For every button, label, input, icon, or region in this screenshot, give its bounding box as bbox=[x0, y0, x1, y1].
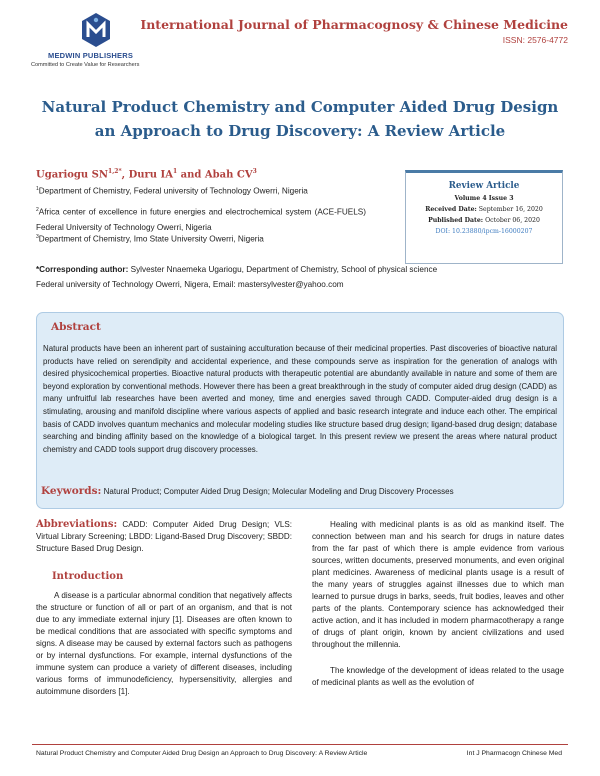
article-info-box bbox=[405, 170, 563, 264]
abstract-text: Natural products have been an inherent part of sustaining acculturation because of their medicinal properties. Past discoveries of bioactive natural products have relied on serendipity and accidental experience, and these compounds serve as inspiration for the generation of analogs with desired physicochemical properties. Bioactive natural products with therapeutic potential are abundantly available in nature and some of them are beyond exploration by conventional methods. However there has been a great breakthrough in the study of computer aided drug design (CADD) as many unfruitful lab researches have been averted and money, time and energies saved through CADD. Computer-aided drug design is a stimulating, arousing and manifold discipline where various aspects of applied and basic research integrate and induce each other. The empirical basis of CADD involves quantum mechanics and molecular modeling studies like structure based drug design; ligand-based drug design; database searching and binding affinity based on the knowledge of a biological target. In this present review we present the areas where natural product chemistry and CADD tools support drug discovery processes. bbox=[43, 344, 557, 454]
volume-issue: Volume 4 Issue 3 bbox=[454, 195, 514, 202]
introduction-paragraph: A disease is a particular abnormal condition that negatively affects the structure or function of all or part of an organism, and that is not due to any immediate external injury [1]. Diseases are often known to be medical conditions that are associated with specific symptoms and signs. A disease may be caused by external factors such as pathogens or by internal dysfunctions. For example, internal dysfunctions of the immune system can produce a variety of different diseases, including various forms of immunodeficiency, hypersensitivity, allergies and autoimmune disorders [1]. bbox=[36, 591, 292, 696]
author-affil-mark: 1 bbox=[173, 168, 178, 175]
received-date: Received Date: September 16, 2020 bbox=[425, 206, 543, 213]
footer-journal-abbrev: Int J Pharmacogn Chinese Med bbox=[466, 750, 562, 757]
article-type: Review Article bbox=[448, 181, 520, 191]
published-date: Published Date: October 06, 2020 bbox=[428, 217, 540, 224]
abstract-box bbox=[36, 312, 564, 509]
body-right-column bbox=[312, 519, 564, 689]
corresponding-author bbox=[36, 262, 456, 292]
body-paragraph: Healing with medicinal plants is as old as mankind itself. The connection between man and his search for drugs in nature dates from the far past of which there is ample evidence from various sources, written documents, preserved monuments, and even original plant medicines. Awareness of medicinal plants usage is a result of the many years of struggles against illnesses due to which man learned to pursue drugs in barks, seeds, fruit bodies, leaves and other parts of the plants. Contemporary science has acknowledged their active action, and it has included in modern pharmacotherapy a range of drugs of plant origin, known by ancient civilizations and used throughout the millennia. bbox=[312, 520, 564, 649]
abbreviations-text: CADD: Computer Aided Drug Design; VLS: Virtual Library Screening; LBDD: Ligand-Based Drug Discovery; SBDD: Structure Based Drug Design. bbox=[36, 520, 293, 553]
journal-issn: ISSN: 2576-4772 bbox=[502, 35, 568, 45]
journal-title: International Journal of Pharmacognosy & Chinese Medicine bbox=[140, 17, 568, 32]
author-affil-mark: 3 bbox=[252, 168, 257, 175]
footer-running-title: Natural Product Chemistry and Computer Aided Drug Design an Approach to Drug Discovery: A Review Article bbox=[36, 750, 368, 757]
affiliation-text: Department of Chemistry, Federal university of Technology Owerri, Nigeria bbox=[38, 186, 308, 196]
affiliation-1 bbox=[36, 186, 366, 196]
body-left-column bbox=[36, 519, 292, 698]
body-paragraph: The knowledge of the development of ideas related to the usage of medicinal plants as well as the evolution of bbox=[312, 666, 564, 687]
abbreviations bbox=[36, 519, 292, 555]
footer-divider bbox=[32, 744, 568, 745]
abbreviations-label: Abbreviations: bbox=[36, 519, 118, 530]
publisher-logo bbox=[28, 8, 158, 70]
author-list bbox=[36, 168, 257, 180]
affiliation-2 bbox=[36, 203, 366, 235]
medwin-logo-icon bbox=[80, 12, 112, 48]
affiliation-mark: 1 bbox=[36, 186, 39, 192]
affiliation-mark: 2 bbox=[36, 207, 39, 213]
affiliation-text: Department of Chemistry, Imo State University Owerri, Nigeria bbox=[38, 234, 264, 244]
affiliation-text: Africa center of excellence in future energies and electrochemical system (ACE-FUELS) Federal University of Technology Owerri, Nigeria bbox=[36, 207, 366, 232]
introduction-heading: Introduction bbox=[52, 571, 124, 582]
abstract-heading: Abstract bbox=[51, 321, 101, 333]
author-name: Duru IA bbox=[128, 169, 173, 181]
article-title: Natural Product Chemistry and Computer Aided Drug Design an Approach to Drug Discovery: A Review Article bbox=[41, 98, 559, 140]
corresponding-label: *Corresponding author: bbox=[36, 265, 129, 274]
author-separator: , bbox=[121, 169, 129, 181]
author-name: Ugariogu SN bbox=[36, 169, 109, 181]
affiliation-mark: 3 bbox=[36, 234, 39, 240]
keywords-label: Keywords: bbox=[41, 485, 102, 497]
publisher-name: MEDWIN PUBLISHERS bbox=[48, 51, 134, 60]
corresponding-text: Sylvester Nnaemeka Ugariogu, Department of Chemistry, School of physical science Federal university of Technology Owerri, Nigera, Email: mastersylvester@yahoo.com bbox=[36, 265, 438, 289]
keywords-text: Natural Product; Computer Aided Drug Design; Molecular Modeling and Drug Discovery Processes bbox=[103, 487, 454, 496]
affiliation-3 bbox=[36, 234, 366, 244]
keywords bbox=[41, 485, 454, 497]
author-separator: and bbox=[177, 169, 205, 181]
doi-link[interactable]: DOI: 10.23880/ipcm-16000207 bbox=[435, 228, 533, 235]
author-name: Abah CV bbox=[204, 169, 253, 181]
publisher-tagline: Committed to Create Value for Researchers bbox=[31, 62, 140, 68]
author-affil-mark: 1,2* bbox=[108, 168, 122, 175]
